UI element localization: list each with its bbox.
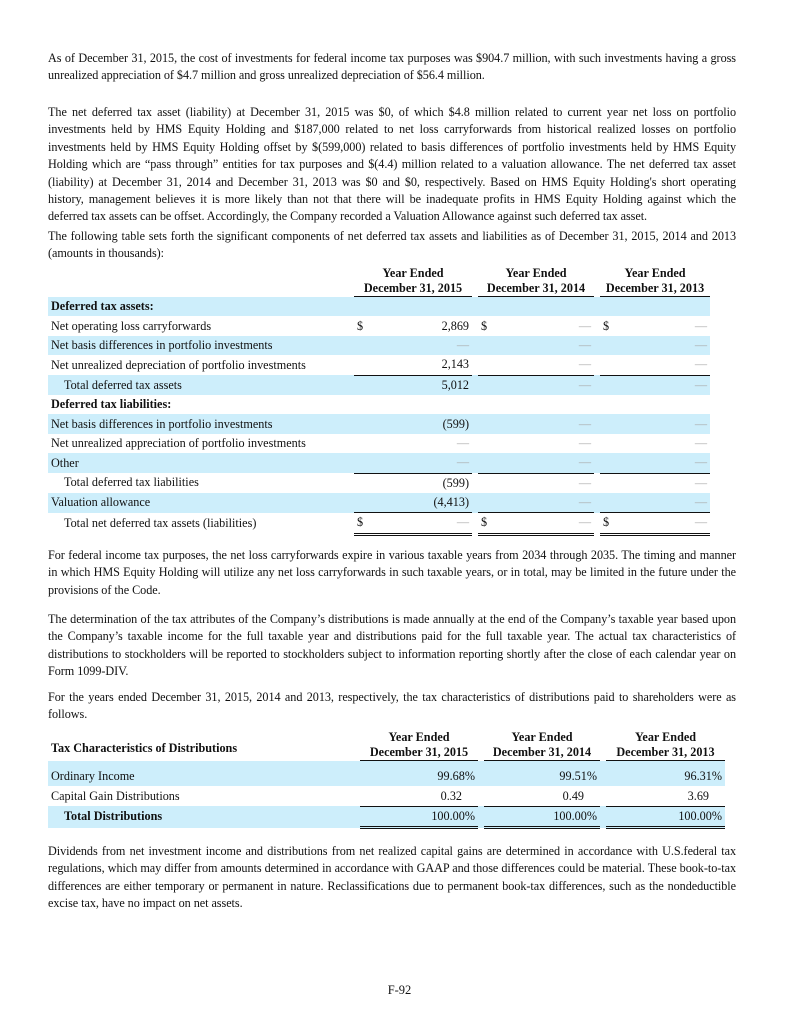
paragraph-tax-attributes: The determination of the tax attributes of the Company’s distributions is made annually at the end of the Company’s taxable year based upon the Company’s taxable income for the full taxable year and distributions paid for the full taxable year. The actual tax characteristics of distributions to stockholders will be reported to stockholders subject to information reporting shortly after the close of each calendar year on Form 1099-DIV. (48, 612, 736, 679)
deferred-tax-table (48, 266, 710, 536)
column-header-2014: Year Ended December 31, 2014 (478, 266, 594, 297)
table-row-grand-total: Total net deferred tax assets (liabilities) $ — $ — $ — (48, 513, 710, 534)
paragraph-net-deferred-tax: The net deferred tax asset (liability) at December 31, 2015 was $0, of which $4.8 million related to current year net loss on portfolio investments held by HMS Equity Holding and $187,000 related to net loss carryforwards from historical realized losses on portfolio investments held by HMS Equity Holding offset by $(599,000) related to basis differences of portfolio investments held by HMS Equity Holding which are “pass through” entities for tax purposes and $(4.4) million related to a valuation allowance. The net deferred tax asset (liability) at December 31, 2014 and December 31, 2013 was $0 and $0, respectively. Based on HMS Equity Holding's short operating history, management believes it is more likely than not that there will be inadequate profits in HMS Equity Holding against which the deferred tax assets can be offset. Accordingly, the Company recorded a Valuation Allowance against such deferred tax asset. (48, 105, 736, 224)
paragraph-dividends: Dividends from net investment income and distributions from net realized capital gains are determined in accordance with U.S.federal tax regulations, which may differ from amounts determined in accordance with GAAP and those differences could be material. These book-to-tax differences are either temporary or permanent in nature. Reclassifications due to permanent book-tax differences, such as the nondeductible excise tax, have no impact on net assets. (48, 844, 736, 911)
paragraph-distributions-intro: For the years ended December 31, 2015, 2014 and 2013, respectively, the tax characteristics of distributions paid to shareholders were as follows. (48, 690, 736, 722)
table-row: Valuation allowance (4,413) — — (48, 493, 710, 513)
table-row-total-liabilities: Total deferred tax liabilities (599) — — (48, 473, 710, 493)
paragraph-table-intro: The following table sets forth the significant components of net deferred tax assets and liabilities as of December 31, 2015, 2014 and 2013 (amounts in thousands): (48, 229, 736, 261)
table-header-row (48, 730, 725, 761)
table-row: Net operating loss carryforwards $ 2,869 $ — $ — (51, 318, 708, 333)
column-header-2013: Year Ended December 31, 2013 (606, 730, 725, 761)
table-row-section-liabilities: Deferred tax liabilities: (51, 397, 172, 412)
distributions-title: Tax Characteristics of Distributions (51, 741, 238, 755)
column-header-2015: Year Ended December 31, 2015 (360, 730, 478, 761)
distributions-table (48, 730, 725, 829)
table-row: Net basis differences in portfolio investments — — — (48, 336, 710, 355)
table-row-section-assets: Deferred tax assets: (48, 297, 710, 316)
table-row: Capital Gain Distributions 0.32 0.49 3.69 (51, 788, 709, 803)
column-header-2015: Year Ended December 31, 2015 (354, 266, 472, 297)
table-row-total-assets: Total deferred tax assets 5,012 — — (48, 375, 710, 395)
table-row: Net basis differences in portfolio investments (599) — — (48, 414, 710, 433)
column-header-2013: Year Ended December 31, 2013 (600, 266, 710, 297)
table-header-row (48, 266, 710, 297)
paragraph-carryforwards: For federal income tax purposes, the net loss carryforwards expire in various taxable years from 2034 through 2035. The timing and manner in which HMS Equity Holding will utilize any net loss carryforwards in such taxable years, or in total, may be limited in the future under the provisions of the Code. (48, 548, 736, 597)
table-row-total: Total Distributions 100.00% 100.00% 100.00% (48, 806, 725, 827)
table-row: Ordinary Income 99.68% 99.51% 96.31% (48, 761, 725, 786)
table-row: Net unrealized appreciation of portfolio investments — — — (51, 435, 708, 450)
paragraph-investment-cost: As of December 31, 2015, the cost of investments for federal income tax purposes was $904.7 million, with such investments having a gross unrealized appreciation of $4.7 million and gross unrealized depreciation of $56.4 million. (48, 51, 736, 83)
column-header-2014: Year Ended December 31, 2014 (484, 730, 600, 761)
table-row: Other — — — (48, 453, 710, 473)
table-row: Net unrealized depreciation of portfolio investments 2,143 — — (51, 357, 708, 372)
page-number: F-92 (387, 983, 412, 997)
